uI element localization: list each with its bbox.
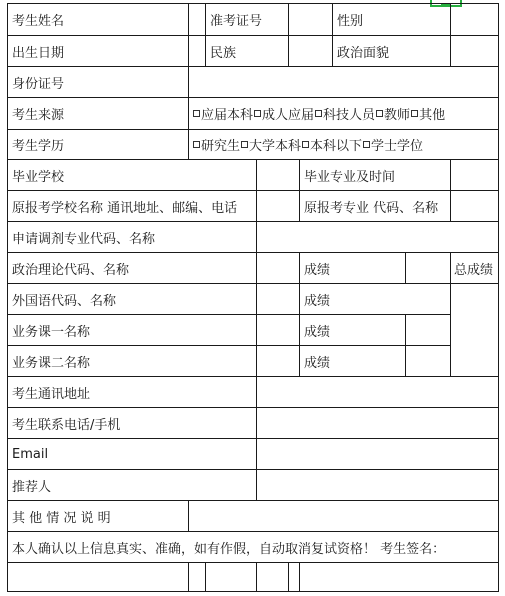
signature-cell[interactable] bbox=[205, 562, 256, 592]
birth-label: 出生日期 bbox=[12, 45, 65, 61]
referrer-value-cell[interactable] bbox=[256, 469, 499, 500]
score-label: 成绩 bbox=[304, 355, 331, 371]
referrer-label: 推荐人 bbox=[12, 479, 52, 495]
other-label-cell bbox=[7, 500, 188, 531]
politics-label: 政治理论代码、名称 bbox=[12, 262, 130, 278]
adjust-label: 申请调剂专业代码、名称 bbox=[12, 231, 156, 247]
checkbox-icon[interactable] bbox=[315, 110, 322, 117]
address-label-cell bbox=[7, 376, 256, 407]
other-value-cell[interactable] bbox=[188, 500, 499, 531]
source-label-cell bbox=[7, 97, 188, 129]
name-label-cell bbox=[7, 3, 188, 35]
orig-major-value-cell[interactable] bbox=[450, 190, 499, 221]
orig-school-label: 原报考学校名称 通讯地址、邮编、电话 bbox=[12, 200, 238, 216]
confirm-statement: 本人确认以上信息真实、准确，如有作假，自动取消复试资格！ 考生签名： bbox=[12, 541, 446, 557]
course1-label: 业务课一名称 bbox=[12, 324, 91, 340]
gender-value-cell[interactable] bbox=[450, 3, 499, 35]
political-label-cell bbox=[332, 35, 450, 66]
edu-label-cell bbox=[7, 129, 188, 159]
birth-value-cell[interactable] bbox=[188, 35, 205, 66]
phone-value-cell[interactable] bbox=[256, 407, 499, 438]
checkbox-icon[interactable] bbox=[241, 141, 248, 148]
edu-label: 考生学历 bbox=[12, 139, 65, 154]
other-label: 其 他 情 况 说 明 bbox=[12, 510, 111, 526]
signature-cell[interactable] bbox=[288, 562, 299, 592]
birth-label-cell bbox=[7, 35, 188, 66]
table-right-border bbox=[498, 3, 499, 592]
ethnic-value-cell[interactable] bbox=[288, 35, 332, 66]
course1-label-cell bbox=[7, 314, 256, 345]
politics-label-cell bbox=[7, 252, 256, 283]
source-option: 应届本科 bbox=[201, 108, 254, 123]
course1-score-label-cell bbox=[299, 314, 405, 345]
exam-no-label: 准考证号 bbox=[210, 14, 263, 29]
foreign-label: 外国语代码、名称 bbox=[12, 293, 117, 309]
table-bottom-border bbox=[7, 591, 499, 592]
school-label: 毕业学校 bbox=[12, 169, 65, 185]
source-option: 科技人员 bbox=[323, 108, 376, 123]
orig-school-value-cell[interactable] bbox=[256, 190, 299, 221]
ethnic-label: 民族 bbox=[210, 45, 237, 61]
score-label: 成绩 bbox=[304, 293, 331, 309]
checkbox-icon[interactable] bbox=[193, 141, 200, 148]
foreign-value-cell[interactable] bbox=[256, 283, 299, 314]
checkbox-icon[interactable] bbox=[376, 110, 383, 117]
course1-score-value-cell[interactable] bbox=[405, 314, 450, 345]
course2-value-cell[interactable] bbox=[256, 345, 299, 376]
politics-value-cell[interactable] bbox=[256, 252, 299, 283]
address-label: 考生通讯地址 bbox=[12, 386, 91, 402]
school-value-cell[interactable] bbox=[256, 159, 299, 190]
phone-label: 考生联系电话/手机 bbox=[12, 417, 121, 433]
name-value-cell[interactable] bbox=[188, 3, 205, 35]
adjust-label-cell bbox=[7, 221, 256, 252]
foreign-score-label-cell bbox=[299, 283, 450, 314]
school-label-cell bbox=[7, 159, 256, 190]
score-label: 成绩 bbox=[304, 262, 331, 278]
id-label: 身份证号 bbox=[12, 76, 65, 92]
name-label: 考生姓名 bbox=[12, 14, 65, 29]
score-label: 成绩 bbox=[304, 324, 331, 340]
course2-score-label-cell bbox=[299, 345, 405, 376]
id-value-cell[interactable] bbox=[188, 66, 499, 97]
foreign-label-cell bbox=[7, 283, 256, 314]
orig-major-label: 原报考专业 代码、名称 bbox=[304, 200, 439, 216]
political-value-cell[interactable] bbox=[450, 35, 499, 66]
edu-options-cell bbox=[188, 129, 499, 159]
total-label-cell bbox=[450, 252, 499, 283]
signature-cell[interactable] bbox=[7, 562, 188, 592]
email-value-cell[interactable] bbox=[256, 438, 499, 469]
adjust-value-cell[interactable] bbox=[256, 221, 499, 252]
checkbox-icon[interactable] bbox=[302, 141, 309, 148]
total-label: 总成绩 bbox=[454, 262, 494, 278]
course2-label-cell bbox=[7, 345, 256, 376]
checkbox-icon[interactable] bbox=[193, 110, 200, 117]
exam-no-label-cell bbox=[205, 3, 288, 35]
gender-label-cell bbox=[332, 3, 450, 35]
edu-option: 大学本科 bbox=[249, 139, 302, 154]
source-option: 成人应届 bbox=[262, 108, 315, 123]
total-score-value-cell[interactable] bbox=[450, 283, 499, 376]
orig-major-label-cell bbox=[299, 190, 450, 221]
address-value-cell[interactable] bbox=[256, 376, 499, 407]
source-option: 其他 bbox=[419, 108, 446, 123]
major-time-label: 毕业专业及时间 bbox=[304, 169, 396, 185]
id-label-cell bbox=[7, 66, 188, 97]
checkbox-icon[interactable] bbox=[254, 110, 261, 117]
exam-no-value-cell[interactable] bbox=[288, 3, 332, 35]
phone-label-cell bbox=[7, 407, 256, 438]
email-label: Email bbox=[12, 446, 49, 462]
edu-option: 学士学位 bbox=[371, 139, 424, 154]
referrer-label-cell bbox=[7, 469, 256, 500]
major-time-value-cell[interactable] bbox=[450, 159, 499, 190]
major-time-label-cell bbox=[299, 159, 450, 190]
politics-score-value-cell[interactable] bbox=[405, 252, 450, 283]
signature-cell[interactable] bbox=[299, 562, 499, 592]
orig-school-label-cell bbox=[7, 190, 256, 221]
signature-cell[interactable] bbox=[188, 562, 205, 592]
email-label-cell bbox=[7, 438, 256, 469]
edu-option: 研究生 bbox=[201, 139, 241, 154]
course2-score-value-cell[interactable] bbox=[405, 345, 450, 376]
ethnic-label-cell bbox=[205, 35, 288, 66]
politics-score-label-cell bbox=[299, 252, 405, 283]
source-options-cell bbox=[188, 97, 499, 129]
checkbox-icon[interactable] bbox=[411, 110, 418, 117]
edu-option: 本科以下 bbox=[310, 139, 363, 154]
political-label: 政治面貌 bbox=[337, 45, 390, 61]
checkbox-icon[interactable] bbox=[363, 141, 370, 148]
source-option: 教师 bbox=[384, 108, 411, 123]
signature-cell[interactable] bbox=[256, 562, 288, 592]
gender-label: 性别 bbox=[337, 14, 364, 29]
course2-label: 业务课二名称 bbox=[12, 355, 91, 371]
confirm-statement-cell bbox=[7, 531, 499, 562]
source-label: 考生来源 bbox=[12, 108, 65, 123]
course1-value-cell[interactable] bbox=[256, 314, 299, 345]
